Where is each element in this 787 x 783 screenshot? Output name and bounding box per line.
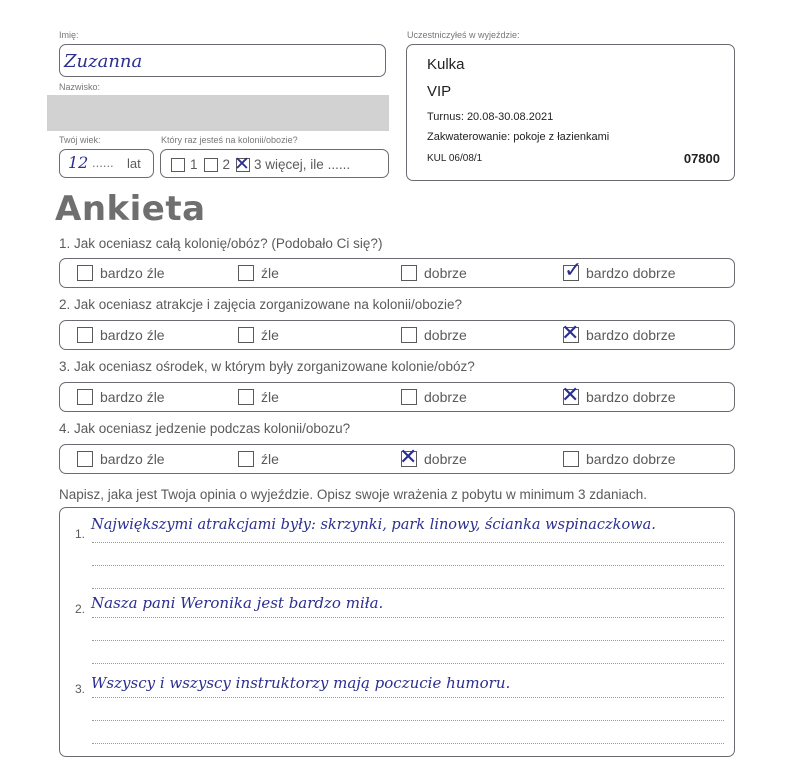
- opinion-line-2-text: Nasza pani Weronika jest bardzo miła.: [91, 594, 384, 612]
- q1-option-bardzo-zle[interactable]: bardzo źle: [77, 264, 165, 282]
- q3-option-zle[interactable]: źle: [238, 388, 279, 406]
- wiek-unit: lat: [127, 156, 141, 171]
- ktory-raz-field[interactable]: [160, 149, 389, 178]
- checkbox[interactable]: [238, 389, 254, 405]
- dotted-line: [92, 663, 724, 664]
- checkbox[interactable]: [401, 389, 417, 405]
- wiek-label: Twój wiek:: [59, 135, 101, 145]
- trip-card: [406, 44, 735, 181]
- question-4: 4. Jak oceniasz jedzenie podczas kolonii/obozu?: [59, 421, 351, 436]
- checkbox[interactable]: [563, 451, 579, 467]
- question-3: 3. Jak oceniasz ośrodek, w którym były zorganizowane kolonie/obóz?: [59, 359, 475, 374]
- q1-option-dobrze[interactable]: dobrze: [401, 264, 467, 282]
- opinion-line-3-num: 3.: [75, 682, 86, 696]
- ktory-raz-label: Który raz jesteś na kolonii/obozie?: [161, 135, 298, 145]
- q2-option-bardzo-zle[interactable]: bardzo źle: [77, 326, 165, 344]
- checkbox[interactable]: [238, 327, 254, 343]
- opinion-line-1-text: Największymi atrakcjami były: skrzynki, park linowy, ścianka wspinaczkowa.: [91, 517, 656, 533]
- check-mark-icon: ✓: [564, 258, 583, 283]
- opinion-line-3-text: Wszyscy i wszyscy instruktorzy mają poczucie humoru.: [91, 674, 511, 692]
- card-turnus: Turnus: 20.08-30.08.2021: [427, 111, 554, 123]
- q1-option-zle[interactable]: źle: [238, 264, 279, 282]
- ktory-raz-checkbox-2[interactable]: [204, 158, 218, 172]
- question-3-options: [59, 382, 735, 412]
- card-number: 07800: [683, 151, 720, 166]
- dotted-line: [92, 720, 724, 721]
- checkbox[interactable]: [238, 451, 254, 467]
- card-label: Uczestniczyłeś w wyjeździe:: [407, 30, 520, 40]
- wiek-value: 12: [68, 153, 89, 172]
- ktory-raz-option-3: 3 więcej, ile ......: [254, 157, 351, 172]
- page-title: Ankieta: [55, 189, 206, 229]
- card-line1: Kulka: [427, 56, 465, 73]
- dotted-line: [92, 697, 724, 698]
- checkbox[interactable]: [401, 265, 417, 281]
- opinion-prompt: Napisz, jaka jest Twoja opinia o wyjeździe. Opisz swoje wrażenia z pobytu w minimum 3 zdaniach.: [59, 487, 648, 502]
- checkbox-checked[interactable]: [563, 258, 583, 283]
- x-mark-icon: ✕: [561, 383, 580, 408]
- question-1: 1. Jak oceniasz całą kolonię/obóz? (Podobało Ci się?): [59, 236, 383, 251]
- wiek-field[interactable]: [59, 149, 154, 178]
- ktory-raz-option-1: 1: [190, 157, 198, 172]
- ktory-raz-checkbox-3[interactable]: [234, 153, 250, 175]
- q1-option-bardzo-dobrze[interactable]: ✓ bardzo dobrze: [564, 258, 676, 283]
- question-4-options: [59, 444, 735, 474]
- x-mark-icon: ✕: [234, 153, 250, 175]
- dotted-line: [92, 743, 724, 744]
- question-2: 2. Jak oceniasz atrakcje i zajęcia zorganizowane na kolonii/obozie?: [59, 297, 462, 312]
- ktory-raz-option-2: 2: [222, 157, 231, 172]
- opinion-line-2-num: 2.: [75, 602, 86, 616]
- imie-value: Zuzanna: [64, 51, 143, 72]
- q2-option-zle[interactable]: źle: [238, 326, 279, 344]
- imie-field[interactable]: [59, 44, 386, 77]
- checkbox[interactable]: [401, 327, 417, 343]
- dotted-line: [92, 542, 724, 543]
- ktory-raz-checkbox-1[interactable]: [171, 158, 185, 172]
- checkbox[interactable]: [77, 265, 93, 281]
- question-1-options: [59, 258, 735, 288]
- checkbox-checked[interactable]: [561, 383, 580, 408]
- checkbox-checked[interactable]: [561, 321, 580, 346]
- q3-option-bardzo-zle[interactable]: bardzo źle: [77, 388, 165, 406]
- imie-label: Imię:: [59, 30, 79, 40]
- dotted-line: [92, 565, 724, 566]
- q4-option-dobrze[interactable]: ✕ dobrze: [399, 445, 467, 470]
- opinion-line-1-num: 1.: [75, 527, 86, 541]
- checkbox-checked[interactable]: [399, 445, 418, 470]
- dotted-line: [92, 588, 724, 589]
- x-mark-icon: ✕: [561, 321, 580, 346]
- checkbox[interactable]: [77, 327, 93, 343]
- card-line2: VIP: [427, 83, 452, 100]
- checkbox[interactable]: [77, 451, 93, 467]
- wiek-dots: ......: [92, 155, 114, 170]
- nazwisko-redacted: [47, 95, 389, 131]
- checkbox[interactable]: [77, 389, 93, 405]
- dotted-line: [92, 640, 724, 641]
- q2-option-dobrze[interactable]: dobrze: [401, 326, 467, 344]
- q4-option-bardzo-zle[interactable]: bardzo źle: [77, 450, 165, 468]
- q4-option-zle[interactable]: źle: [238, 450, 279, 468]
- card-code: KUL 06/08/1: [427, 153, 483, 164]
- q3-option-dobrze[interactable]: dobrze: [401, 388, 467, 406]
- checkbox[interactable]: [238, 265, 254, 281]
- question-2-options: [59, 320, 735, 350]
- dotted-line: [92, 617, 724, 618]
- card-zakwaterowanie: Zakwaterowanie: pokoje z łazienkami: [427, 131, 610, 143]
- q4-option-bardzo-dobrze[interactable]: bardzo dobrze: [563, 450, 676, 468]
- nazwisko-label: Nazwisko:: [59, 82, 101, 92]
- q3-option-bardzo-dobrze[interactable]: ✕ bardzo dobrze: [561, 383, 676, 408]
- x-mark-icon: ✕: [399, 445, 418, 470]
- q2-option-bardzo-dobrze[interactable]: ✕ bardzo dobrze: [561, 321, 676, 346]
